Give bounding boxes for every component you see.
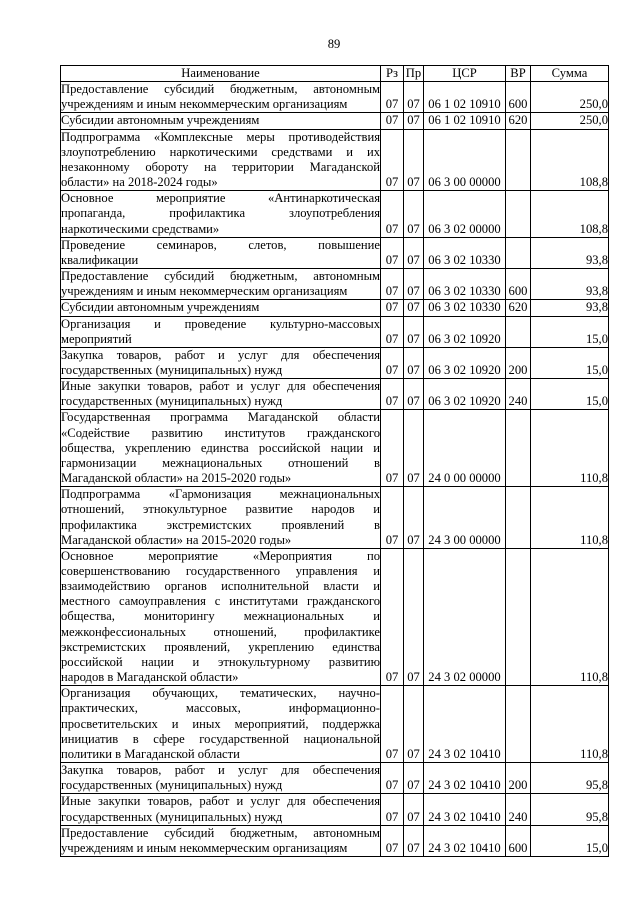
name-line: российской нации и этнокультурному развитию	[61, 654, 380, 669]
pr-cell: 07	[404, 794, 424, 825]
name-line: Закупка товаров, работ и услуг для обеспечения	[61, 347, 380, 362]
name-line: просветительских и иных мероприятий, поддержка	[61, 716, 380, 731]
name-line: взаимодействию органов исполнительной власти и	[61, 579, 380, 594]
name-line: Магаданской области» на 2015-2020 годы»	[61, 532, 292, 547]
name-line: Субсидии автономным учреждениям	[61, 300, 260, 315]
pr-cell: 07	[404, 129, 424, 191]
pr-cell: 07	[404, 347, 424, 378]
name-line: политики в Магаданской области	[61, 746, 240, 761]
csr-cell: 06 3 02 10920	[424, 347, 506, 378]
vr-cell: 600	[506, 82, 531, 113]
name-line: инициатив в сфере государственной национальной	[61, 731, 380, 746]
vr-cell: 620	[506, 113, 531, 129]
vr-cell: 240	[506, 379, 531, 410]
table-row	[61, 347, 609, 378]
table-row	[61, 379, 609, 410]
name-line: гармонизации межнациональных отношений в	[61, 455, 380, 470]
table-row	[61, 300, 609, 316]
pr-cell: 07	[404, 113, 424, 129]
sum-cell: 108,8	[531, 129, 609, 191]
header-rz: Рз	[381, 66, 404, 82]
name-cell	[61, 686, 381, 763]
table-row	[61, 794, 609, 825]
pr-cell: 07	[404, 191, 424, 237]
name-line: отношений, этнокультурное развитие народов и	[61, 502, 380, 517]
vr-cell	[506, 316, 531, 347]
rz-cell: 07	[381, 487, 404, 549]
csr-cell: 06 1 02 10910	[424, 82, 506, 113]
sum-cell: 15,0	[531, 379, 609, 410]
vr-cell	[506, 487, 531, 549]
table-header-row	[61, 66, 609, 82]
table-row	[61, 825, 609, 856]
sum-cell: 15,0	[531, 825, 609, 856]
pr-cell: 07	[404, 82, 424, 113]
sum-cell: 110,8	[531, 686, 609, 763]
csr-cell: 24 3 02 10410	[424, 763, 506, 794]
name-line: области» на 2018-2024 годы»	[61, 175, 218, 190]
name-cell	[61, 347, 381, 378]
rz-cell: 07	[381, 269, 404, 300]
name-cell	[61, 487, 381, 549]
vr-cell	[506, 686, 531, 763]
sum-cell: 93,8	[531, 237, 609, 268]
name-cell	[61, 794, 381, 825]
name-line: государственных (муниципальных) нужд	[61, 362, 283, 377]
vr-cell	[506, 129, 531, 191]
table-row	[61, 269, 609, 300]
csr-cell: 24 3 02 00000	[424, 548, 506, 685]
name-line: «Содействие развитию институтов гражданского	[61, 425, 380, 440]
name-cell	[61, 763, 381, 794]
name-cell	[61, 269, 381, 300]
name-cell	[61, 825, 381, 856]
rz-cell: 07	[381, 379, 404, 410]
name-line: Предоставление субсидий бюджетным, автономным	[61, 82, 380, 97]
pr-cell: 07	[404, 269, 424, 300]
name-line: профилактика экстремистских проявлений в	[61, 517, 380, 532]
name-line: Субсидии автономным учреждениям	[61, 113, 260, 128]
rz-cell: 07	[381, 300, 404, 316]
pr-cell: 07	[404, 548, 424, 685]
name-line: совершенствованию государственного управления и	[61, 564, 380, 578]
name-line: Основное мероприятие «Антинаркотическая	[61, 191, 380, 206]
csr-cell: 24 3 00 00000	[424, 487, 506, 549]
name-cell	[61, 129, 381, 191]
name-line: межконфессиональных отношений, профилактике	[61, 624, 380, 639]
name-line: незаконному обороту на территории Магаданской	[61, 159, 380, 174]
table-row	[61, 316, 609, 347]
budget-table	[60, 65, 609, 857]
header-name: Наименование	[61, 66, 381, 82]
rz-cell: 07	[381, 548, 404, 685]
vr-cell	[506, 191, 531, 237]
rz-cell: 07	[381, 410, 404, 487]
vr-cell: 620	[506, 300, 531, 316]
header-csr: ЦСР	[424, 66, 506, 82]
pr-cell: 07	[404, 237, 424, 268]
csr-cell: 24 3 02 10410	[424, 686, 506, 763]
pr-cell: 07	[404, 825, 424, 856]
table-row	[61, 82, 609, 113]
pr-cell: 07	[404, 487, 424, 549]
sum-cell: 93,8	[531, 300, 609, 316]
pr-cell: 07	[404, 763, 424, 794]
name-cell	[61, 379, 381, 410]
name-cell	[61, 548, 381, 685]
sum-cell: 110,8	[531, 410, 609, 487]
csr-cell: 06 3 00 00000	[424, 129, 506, 191]
csr-cell: 24 0 00 00000	[424, 410, 506, 487]
csr-cell: 24 3 02 10410	[424, 794, 506, 825]
header-sum: Сумма	[531, 66, 609, 82]
name-line: Предоставление субсидий бюджетным, автономным	[61, 269, 380, 284]
vr-cell: 600	[506, 269, 531, 300]
sum-cell: 110,8	[531, 548, 609, 685]
rz-cell: 07	[381, 237, 404, 268]
name-line: Организация и проведение культурно-массовых	[61, 316, 380, 331]
name-cell	[61, 316, 381, 347]
table-row	[61, 191, 609, 237]
name-line: местного самоуправления с институтами гражданского	[61, 594, 380, 609]
rz-cell: 07	[381, 191, 404, 237]
pr-cell: 07	[404, 316, 424, 347]
sum-cell: 95,8	[531, 763, 609, 794]
vr-cell: 600	[506, 825, 531, 856]
rz-cell: 07	[381, 129, 404, 191]
name-line: мероприятий	[61, 331, 132, 346]
name-line: Подпрограмма «Комплексные меры противодействия	[61, 129, 380, 144]
csr-cell: 06 3 02 10920	[424, 316, 506, 347]
name-line: Предоставление субсидий бюджетным, автономным	[61, 825, 380, 840]
name-line: Государственная программа Магаданской области	[61, 410, 380, 425]
header-pr: Пр	[404, 66, 424, 82]
table-row	[61, 237, 609, 268]
csr-cell: 06 3 02 10330	[424, 300, 506, 316]
name-line: общества, укреплению единства российской нации и	[61, 440, 380, 455]
csr-cell: 06 3 02 10920	[424, 379, 506, 410]
name-cell	[61, 237, 381, 268]
name-line: Проведение семинаров, слетов, повышение	[61, 237, 380, 252]
pr-cell: 07	[404, 379, 424, 410]
name-cell	[61, 410, 381, 487]
name-line: государственных (муниципальных) нужд	[61, 394, 283, 409]
sum-cell: 250,0	[531, 113, 609, 129]
sum-cell: 15,0	[531, 316, 609, 347]
sum-cell: 110,8	[531, 487, 609, 549]
vr-cell	[506, 548, 531, 685]
csr-cell: 06 3 02 10330	[424, 269, 506, 300]
csr-cell: 06 3 02 10330	[424, 237, 506, 268]
rz-cell: 07	[381, 686, 404, 763]
name-line: наркотическими средствами»	[61, 221, 220, 236]
name-line: Подпрограмма «Гармонизация межнациональных	[61, 487, 380, 502]
rz-cell: 07	[381, 347, 404, 378]
name-line: квалификации	[61, 252, 139, 267]
table-row	[61, 487, 609, 549]
name-cell	[61, 113, 381, 129]
vr-cell	[506, 237, 531, 268]
table-row	[61, 129, 609, 191]
pr-cell: 07	[404, 686, 424, 763]
name-cell	[61, 82, 381, 113]
vr-cell: 240	[506, 794, 531, 825]
sum-cell: 250,0	[531, 82, 609, 113]
rz-cell: 07	[381, 794, 404, 825]
rz-cell: 07	[381, 113, 404, 129]
name-line: учреждениям и иным некоммерческим организациям	[61, 97, 348, 112]
name-line: учреждениям и иным некоммерческим организациям	[61, 840, 348, 855]
vr-cell: 200	[506, 347, 531, 378]
name-line: государственных (муниципальных) нужд	[61, 809, 283, 824]
name-line: Организация обучающих, тематических, научно-	[61, 686, 380, 701]
csr-cell: 24 3 02 10410	[424, 825, 506, 856]
table-row	[61, 113, 609, 129]
name-line: экстремистских проявлений, укреплению единства	[61, 639, 380, 654]
vr-cell	[506, 410, 531, 487]
name-line: злоупотреблению наркотическими средствами и их	[61, 144, 380, 159]
csr-cell: 06 1 02 10910	[424, 113, 506, 129]
name-cell	[61, 300, 381, 316]
sum-cell: 95,8	[531, 794, 609, 825]
pr-cell: 07	[404, 410, 424, 487]
name-line: учреждениям и иным некоммерческим организациям	[61, 284, 348, 299]
name-line: народов в Магаданской области»	[61, 670, 239, 685]
rz-cell: 07	[381, 825, 404, 856]
sum-cell: 15,0	[531, 347, 609, 378]
sum-cell: 93,8	[531, 269, 609, 300]
sum-cell: 108,8	[531, 191, 609, 237]
name-line: пропаганда, профилактика злоупотребления	[61, 206, 380, 221]
name-cell	[61, 191, 381, 237]
vr-cell: 200	[506, 763, 531, 794]
table-row	[61, 410, 609, 487]
rz-cell: 07	[381, 763, 404, 794]
name-line: общества, мониторингу межнациональных и	[61, 609, 380, 624]
name-line: государственных (муниципальных) нужд	[61, 778, 283, 793]
name-line: Магаданской области» на 2015-2020 годы»	[61, 471, 292, 486]
header-vr: ВР	[506, 66, 531, 82]
name-line: практических, массовых, информационно-	[61, 701, 380, 716]
rz-cell: 07	[381, 316, 404, 347]
page-number: 89	[327, 37, 341, 51]
name-line: Иные закупки товаров, работ и услуг для обеспечения	[61, 794, 380, 809]
name-line: Иные закупки товаров, работ и услуг для обеспечения	[61, 379, 380, 394]
table-row	[61, 763, 609, 794]
pr-cell: 07	[404, 300, 424, 316]
name-line: Закупка товаров, работ и услуг для обеспечения	[61, 763, 380, 778]
csr-cell: 06 3 02 00000	[424, 191, 506, 237]
table-row	[61, 686, 609, 763]
table-row	[61, 548, 609, 685]
rz-cell: 07	[381, 82, 404, 113]
name-line: Основное мероприятие «Мероприятия по	[61, 548, 380, 563]
